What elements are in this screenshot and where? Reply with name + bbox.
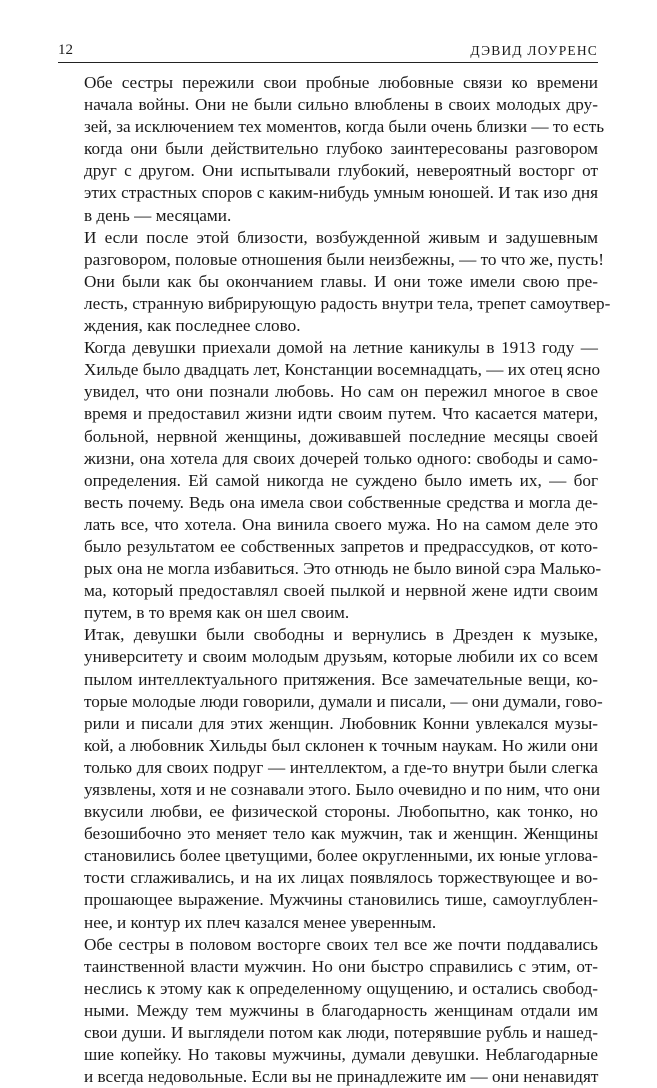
text-line: ждения, как последнее слово. (84, 316, 301, 336)
text-line: начала войны. Они не были сильно влюблены в своих молодых дру- (84, 95, 598, 115)
paragraph (58, 227, 611, 337)
text-line: было результатом ее собственных запретов и предрассудков, от кото- (84, 536, 598, 556)
text-line: Хильде было двадцать лет, Констанции восемнадцать, — их отец ясно (84, 360, 601, 380)
text-line: пылом интеллектуального притяжения. Все замечательные вещи, ко- (84, 669, 598, 689)
text-line: путем, в то время как он шел своим. (84, 603, 350, 623)
text-line: кой, а любовник Хильды был склонен к точным наукам. Но жили они (84, 735, 598, 755)
text-line: Они были как бы окончанием главы. И они тоже имели свою пре- (84, 271, 598, 291)
text-line: И если после этой близости, возбужденной живым и задушевным (84, 227, 598, 247)
body-text (58, 72, 611, 1088)
text-line: рых она не могла избавиться. Это отнюдь не было виной сэра Малько- (84, 559, 602, 579)
text-line: прошающее выражение. Мужчины становились тише, самоуглублен- (84, 890, 598, 910)
text-line: Обе сестры пережили свои пробные любовные связи ко времени (84, 73, 598, 92)
text-line: становились более цветущими, более округленными, их юные углова- (84, 846, 598, 866)
text-line: шие копейку. Но таковы мужчины, думали девушки. Неблагодарные (84, 1045, 598, 1065)
text-line: неслись к этому как к определенному ощущению, и остались свобод- (84, 978, 598, 998)
paragraph (58, 337, 602, 624)
text-line: таинственной власти мужчин. Но они быстро справились с этим, от- (84, 956, 598, 976)
text-line: в день — месяцами. (84, 205, 232, 225)
text-line: больной, нервной женщины, доживавшей последние месяцы своей (84, 426, 598, 446)
text-line: уязвлены, хотя и не сознавали этого. Было очевидно и по ним, что они (84, 780, 601, 799)
text-line: время и предоставил жизни идти своим путем. Что касается матери, (84, 404, 598, 424)
text-line: Обе сестры в половом восторге своих тел все же почти поддавались (84, 934, 598, 954)
text-line: лать все, что хотела. Она винила своего мужа. Но на самом деле это (84, 514, 598, 534)
page-header (58, 40, 598, 63)
paragraph (58, 624, 603, 933)
text-line: ными. Между тем мужчины в благодарность женщинам отдали им (84, 1000, 598, 1020)
paragraph (58, 72, 605, 227)
text-line: торые молодые люди говорили, думали и писали, — они думали, гово- (84, 691, 603, 711)
text-line: лесть, странную вибрирующую радость внутри тела, трепет самоутвер- (84, 293, 611, 313)
paragraph (58, 934, 598, 1088)
text-line: определения. Ей самой никогда не суждено было иметь их, — бог (84, 470, 598, 490)
text-line: и всегда недовольные. Если вы не принадлежите им — они ненавидят (84, 1067, 599, 1087)
running-title: ДЭВИД ЛОУРЕНС (470, 43, 598, 58)
text-line: безошибочно это меняет тело как мужчин, так и женщин. Женщины (84, 824, 598, 844)
text-line: тости сглаживались, и на их лицах появлялось торжествующее и во- (84, 868, 598, 888)
text-line: друг с другом. Они испытывали глубокий, невероятный восторг от (84, 161, 598, 181)
text-line: Когда девушки приехали домой на летние каникулы в 1913 году — (84, 338, 598, 358)
text-line: вкусили любви, ее физической стороны. Любопытно, как тонко, но (84, 802, 598, 822)
text-line: рили и писали для этих женщин. Любовник Конни увлекался музы- (84, 713, 598, 733)
text-line: университету и своим молодым друзьям, которые любили их со всем (84, 647, 598, 667)
text-line: Итак, девушки были свободны и вернулись в Дрезден к музыке, (84, 625, 598, 645)
text-line: зей, за исключением тех моментов, когда были очень близки — то есть (84, 117, 605, 137)
text-line: когда они были действительно глубоко заинтересованы разговором (84, 139, 598, 159)
text-line: весть почему. Ведь она имела свои собственные средства и могла де- (84, 492, 598, 512)
text-line: ма, который предоставлял своей пылкой и нервной жене идти своим (84, 581, 598, 601)
text-line: нее, и контур их плеч казался менее уверенным. (84, 912, 437, 932)
text-line: свои души. И выглядели потом как люди, потерявшие рубль и нашед- (84, 1023, 598, 1043)
text-line: увидел, что они познали любовь. Но сам он пережил многое в свое (84, 382, 598, 402)
text-line: жизни, она хотела для своих дочерей только одного: свободы и само- (84, 448, 598, 468)
text-line: разговором, половые отношения были неизбежны, — то что же, пусть! (84, 249, 604, 269)
text-line: только для своих подруг — интеллектом, а где-то внутри были слегка (84, 757, 598, 777)
text-line: этих страстных споров с каким-нибудь умным юношей. И так изо дня (84, 183, 598, 203)
page-number: 12 (58, 42, 73, 58)
